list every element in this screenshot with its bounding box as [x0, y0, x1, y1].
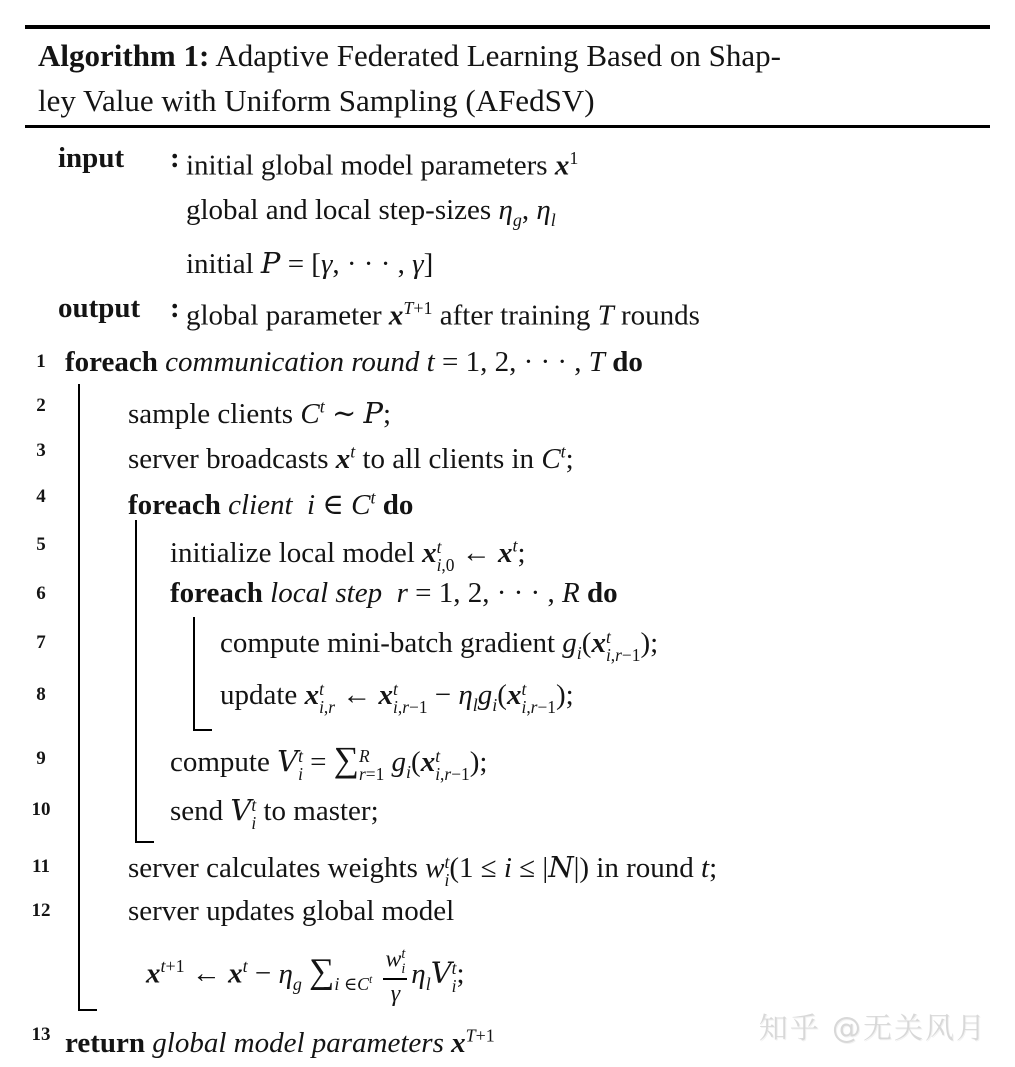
- input-line-3: initial P = [γ, · · · , γ]: [186, 246, 434, 281]
- line-number-11: 11: [32, 856, 50, 878]
- algo-line-7: [36, 617, 990, 669]
- output-colon: :: [170, 292, 180, 325]
- output-row: [58, 286, 990, 338]
- outer-foreach-block: [31, 384, 990, 1011]
- algo-line-5: [36, 520, 990, 576]
- line-number-7: 7: [36, 632, 46, 654]
- output-label: output: [58, 292, 141, 325]
- code-11: server calculates weights w t i (1 ≤ i ≤ |N|) in round t;: [128, 850, 718, 891]
- client-foreach-end-hook: [137, 833, 154, 843]
- algorithm-inner: [25, 25, 990, 1067]
- code-7: compute mini-batch gradient $g_i(x$ t i,r−1 );: [220, 627, 659, 666]
- algo-line-4: [36, 474, 990, 521]
- algo-line-3: [36, 428, 990, 475]
- line-number-12: 12: [31, 900, 51, 922]
- algo-line-11: [32, 843, 990, 891]
- line-number-4: 4: [36, 486, 46, 508]
- line-number-1: 1: [36, 351, 46, 373]
- line-number-3: 3: [36, 440, 46, 462]
- input-line-1: initial global model parameters $x^1$: [186, 148, 579, 182]
- output-line: global parameter $x^{T+1}$ after training T rounds: [186, 298, 700, 333]
- code-8: update x t i,r ← x t i,r−1 − $\eta_lg_i(x$ t i,r−1 );: [220, 679, 574, 718]
- line-number-6: 6: [36, 583, 46, 605]
- input-row: [58, 136, 990, 286]
- title-text-1: Adaptive Federated Learning Based on Shap-: [209, 38, 781, 73]
- code-1: foreach communication round t = 1, 2, · · · , T do: [65, 346, 643, 379]
- title-line-2: ley Value with Uniform Sampling (AFedSV): [38, 83, 595, 118]
- line-number-2: 2: [36, 395, 46, 417]
- update-equation: $x^{t+1}$ ← $x^t - \eta_g$ $\sum_{i \in C^t}$ w t i γ $\eta_lV$ t i ;: [146, 945, 465, 1007]
- client-foreach-block: [31, 520, 990, 843]
- algorithm-label: Algorithm 1:: [38, 38, 210, 73]
- code-5: initialize local model x t i,0 ← $x^t$;: [170, 535, 526, 576]
- input-colon: :: [170, 142, 180, 174]
- algo-line-6: [36, 570, 990, 617]
- code-12: server updates global model: [128, 895, 455, 928]
- code-9: compute V t i = ∑ R r=1 $g_i(x$ t i,r−1 );: [170, 739, 488, 785]
- line-number-8: 8: [36, 684, 46, 706]
- title-line-1: [38, 33, 990, 78]
- line-number-13: 13: [31, 1024, 51, 1046]
- watermark: 知乎 @无关风月: [758, 1011, 987, 1045]
- algorithm-title: [25, 29, 990, 125]
- line-number-9: 9: [36, 748, 46, 770]
- code-6: foreach local step r = 1, 2, · · · , R do: [170, 577, 618, 610]
- io-section: [25, 128, 990, 340]
- input-line-2: global and local step-sizes $\eta_g$, $\eta_l$: [186, 193, 556, 230]
- local-step-block: [36, 617, 990, 731]
- output-content: [186, 286, 990, 338]
- code-4: foreach client i ∈ $C^t$ do: [128, 487, 414, 521]
- code-13: return global model parameters $x^{T+1}$: [65, 1025, 495, 1059]
- algo-line-10: [31, 787, 990, 834]
- algo-line-2: [36, 384, 990, 430]
- algorithm-body: [25, 340, 990, 1059]
- outer-foreach-end-hook: [80, 1001, 97, 1011]
- input-content: [186, 136, 990, 286]
- code-3: server broadcasts $x^t$ to all clients in $C^t$;: [128, 441, 574, 475]
- input-label: input: [58, 142, 125, 174]
- code-10: send V t i to master;: [170, 793, 379, 834]
- algo-line-8: [36, 669, 990, 721]
- algo-line-1: [36, 340, 990, 384]
- algo-line-9: [36, 731, 990, 787]
- line-number-5: 5: [36, 534, 46, 556]
- local-step-end-hook: [195, 721, 212, 731]
- algo-line-12: [31, 891, 990, 931]
- line-number-10: 10: [31, 799, 51, 821]
- code-2: sample clients $C^t$ ∼ P;: [128, 395, 392, 430]
